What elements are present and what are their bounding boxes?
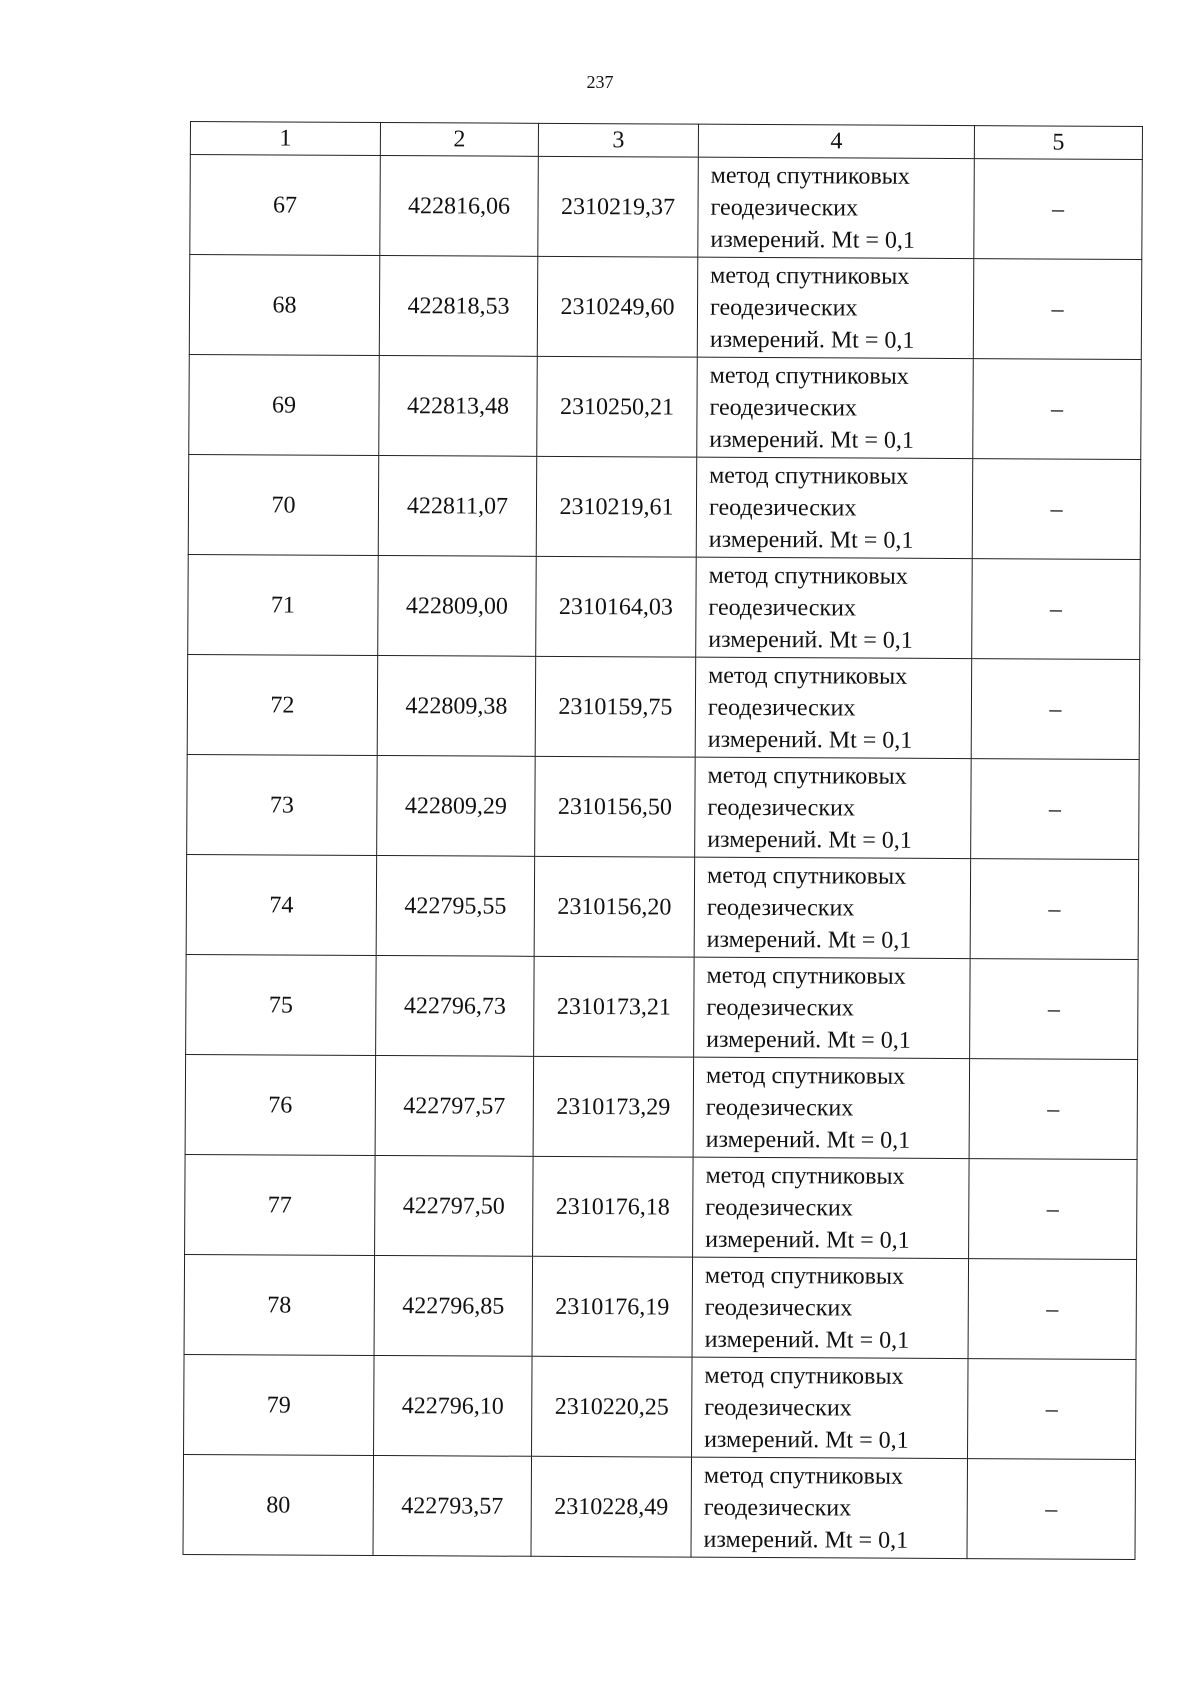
method-cell [691,1457,968,1558]
method-cell [692,1357,969,1458]
note-cell: – [968,1359,1137,1460]
y-coordinate-cell: 2310156,50 [535,756,696,857]
method-line: измерений. Mt = 0,1 [704,1426,909,1454]
table-row [188,554,1141,659]
method-line: метод спутниковых [706,962,906,990]
method-line: геодезических [703,1494,852,1521]
note-cell: – [967,1459,1136,1560]
point-number-cell: 69 [189,354,380,455]
table-row [187,654,1140,759]
method-line: метод спутниковых [703,1462,904,1490]
table-row [185,1154,1138,1259]
method-line: геодезических [709,294,858,321]
point-number-cell: 72 [187,654,378,755]
column-header-4: 4 [698,124,974,158]
column-header-3: 3 [538,123,698,157]
method-line: метод спутниковых [707,762,907,790]
x-coordinate-cell: 422796,73 [376,955,535,1056]
method-line: геодезических [707,794,855,821]
table-row [189,255,1142,360]
table-row [184,1354,1137,1459]
note-cell: – [972,459,1141,560]
note-cell: – [972,559,1141,660]
method-cell [695,657,972,758]
method-line: геодезических [707,694,856,721]
method-line: геодезических [704,1294,853,1321]
x-coordinate-cell: 422818,53 [379,255,538,356]
method-cell [697,257,974,358]
method-line: метод спутниковых [710,162,910,190]
method-line: измерений. Mt = 0,1 [705,1126,911,1154]
x-coordinate-cell: 422809,29 [377,755,536,856]
method-cell [696,457,973,558]
method-cell [696,557,973,658]
x-coordinate-cell: 422793,57 [373,1455,532,1556]
point-number-cell: 77 [185,1154,376,1255]
x-coordinate-cell: 422796,85 [374,1255,533,1356]
y-coordinate-cell: 2310176,19 [532,1256,693,1357]
column-header-2: 2 [380,122,538,156]
point-number-cell: 68 [189,255,380,356]
table-row [183,1454,1136,1559]
table-row [190,155,1143,260]
point-number-cell: 67 [190,155,381,256]
table-row [186,854,1139,959]
y-coordinate-cell: 2310156,20 [534,856,695,957]
table-row [187,754,1140,859]
column-header-5: 5 [974,126,1142,160]
method-line: метод спутниковых [704,1362,904,1390]
method-cell [694,857,971,958]
note-cell: – [970,859,1139,960]
note-cell: – [973,359,1142,460]
method-line: измерений. Mt = 0,1 [707,826,912,854]
column-header-1: 1 [190,122,380,156]
method-line: метод спутниковых [705,1162,905,1190]
method-line: геодезических [710,194,859,221]
method-line: метод спутниковых [709,362,909,390]
coordinates-table [182,121,1142,1560]
note-cell: – [974,159,1143,260]
method-line: метод спутниковых [705,1062,906,1090]
y-coordinate-cell: 2310159,75 [535,656,696,757]
note-cell: – [971,659,1140,760]
method-cell [698,157,975,258]
y-coordinate-cell: 2310228,49 [531,1456,692,1557]
method-line: геодезических [706,894,855,921]
method-line: геодезических [704,1394,852,1421]
page-number: 237 [586,72,614,92]
method-cell [693,1057,970,1158]
method-cell [692,1257,969,1358]
x-coordinate-cell: 422809,38 [377,655,536,756]
point-number-cell: 71 [188,554,379,655]
method-line: измерений. Mt = 0,1 [710,226,916,254]
method-line: измерений. Mt = 0,1 [707,726,913,754]
x-coordinate-cell: 422797,57 [375,1055,534,1156]
table-row [186,954,1139,1059]
method-line: измерений. Mt = 0,1 [708,526,914,554]
table-row [185,1054,1138,1159]
method-cell [695,757,972,858]
note-cell: – [973,259,1142,360]
note-cell: – [970,959,1139,1060]
point-number-cell: 74 [186,854,377,955]
x-coordinate-cell: 422809,00 [378,555,537,656]
x-coordinate-cell: 422813,48 [379,355,538,456]
x-coordinate-cell: 422816,06 [380,155,539,256]
note-cell: – [969,1159,1138,1260]
note-cell: – [971,759,1140,860]
point-number-cell: 70 [188,454,379,555]
point-number-cell: 73 [187,754,378,855]
y-coordinate-cell: 2310220,25 [532,1356,693,1457]
note-cell: – [969,1059,1138,1160]
method-line: измерений. Mt = 0,1 [706,926,912,954]
y-coordinate-cell: 2310173,29 [533,1056,694,1157]
method-line: измерений. Mt = 0,1 [708,626,913,654]
method-line: геодезических [705,1194,853,1221]
x-coordinate-cell: 422796,10 [374,1355,533,1456]
table-header-row [190,122,1142,160]
method-line: измерений. Mt = 0,1 [709,426,914,454]
y-coordinate-cell: 2310249,60 [537,256,698,357]
method-line: метод спутниковых [706,862,907,890]
method-line: измерений. Mt = 0,1 [709,326,915,354]
point-number-cell: 78 [184,1254,375,1355]
table-body [183,155,1142,1560]
point-number-cell: 75 [186,954,377,1055]
method-line: метод спутниковых [710,262,910,290]
method-line: измерений. Mt = 0,1 [703,1526,909,1554]
method-cell [697,357,974,458]
y-coordinate-cell: 2310250,21 [537,356,698,457]
method-line: метод спутниковых [704,1262,905,1290]
y-coordinate-cell: 2310219,61 [536,456,697,557]
y-coordinate-cell: 2310173,21 [534,956,695,1057]
table-row [189,354,1142,459]
y-coordinate-cell: 2310164,03 [536,556,697,657]
method-line: геодезических [708,494,857,521]
method-cell [694,957,971,1058]
method-cell [693,1157,970,1258]
table-row [188,454,1141,559]
method-line: метод спутниковых [708,662,908,690]
y-coordinate-cell: 2310176,18 [533,1156,694,1257]
point-number-cell: 76 [185,1054,376,1155]
point-number-cell: 80 [183,1454,374,1555]
method-line: измерений. Mt = 0,1 [704,1326,910,1354]
method-line: геодезических [705,1094,854,1121]
table-row [184,1254,1137,1359]
method-line: геодезических [706,994,854,1021]
method-line: геодезических [708,594,856,621]
point-number-cell: 79 [184,1354,375,1455]
x-coordinate-cell: 422811,07 [378,455,537,556]
note-cell: – [968,1259,1137,1360]
method-line: измерений. Mt = 0,1 [706,1026,911,1054]
method-line: метод спутниковых [709,462,909,490]
y-coordinate-cell: 2310219,37 [538,156,699,257]
x-coordinate-cell: 422795,55 [376,855,535,956]
method-line: метод спутниковых [708,562,908,590]
x-coordinate-cell: 422797,50 [375,1155,534,1256]
method-line: измерений. Mt = 0,1 [705,1226,910,1254]
method-line: геодезических [709,394,858,421]
